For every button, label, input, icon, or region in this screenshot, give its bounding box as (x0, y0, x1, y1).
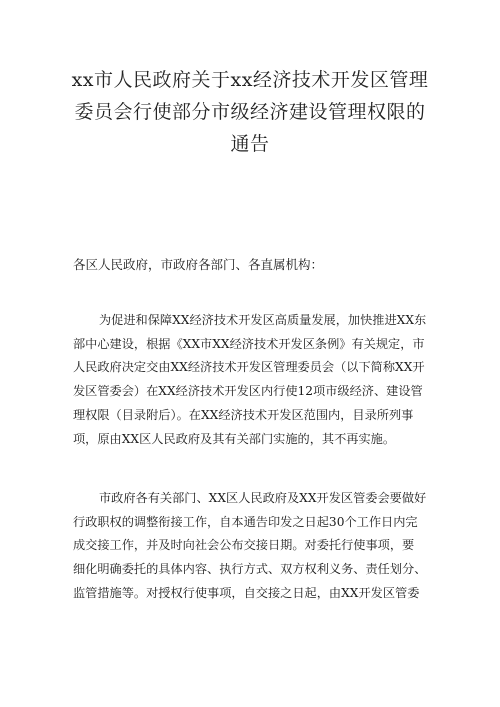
salutation: 各区人民政府，市政府各部门、各直属机构： (73, 257, 324, 272)
text-line: 细化明确委托的具体内容、执行方式、双方权利义务、责任划分、 (73, 562, 427, 577)
text-line: 市政府各有关部门、XX区人民政府及XX开发区管委会要做好 (99, 491, 427, 505)
title-line: xx市人民政府关于xx经济技术开发区管理 (71, 69, 429, 91)
text-line: 人民政府决定交由XX经济技术开发区管理委员会（以下简称XX开 (73, 360, 425, 375)
text-line: 发区管委会）在XX经济技术开发区内行使12项市级经济、建设管 (73, 384, 423, 399)
text-line: 行政职权的调整衔接工作，自本通告印发之日起30个工作日内完 (73, 514, 418, 529)
document-title (60, 64, 440, 160)
text-line: 部中心建设，根据《XX市XX经济技术开发区条例》有关规定，市 (73, 336, 425, 351)
text-line: 成交接工作，并及时向社会公布交接日期。对委托行使事项，要 (73, 538, 415, 553)
paragraph-1 (73, 309, 433, 451)
text-line: 理权限（目录附后）。在XX经济技术开发区范围内，目录所列事 (73, 407, 414, 422)
text-line: 监管措施等。对授权行使事项，自交接之日起，由XX开发区管委 (73, 585, 420, 600)
title-line: 通告 (230, 133, 270, 155)
title-line: 委员会行使部分市级经济建设管理权限的 (74, 101, 426, 123)
paragraph-2 (73, 487, 433, 606)
text-line: 为促进和保障XX经济技术开发区高质量发展，加快推进XX东 (99, 313, 427, 327)
text-line: 项，原由XX区人民政府及其有关部门实施的，其不再实施。 (73, 431, 396, 446)
